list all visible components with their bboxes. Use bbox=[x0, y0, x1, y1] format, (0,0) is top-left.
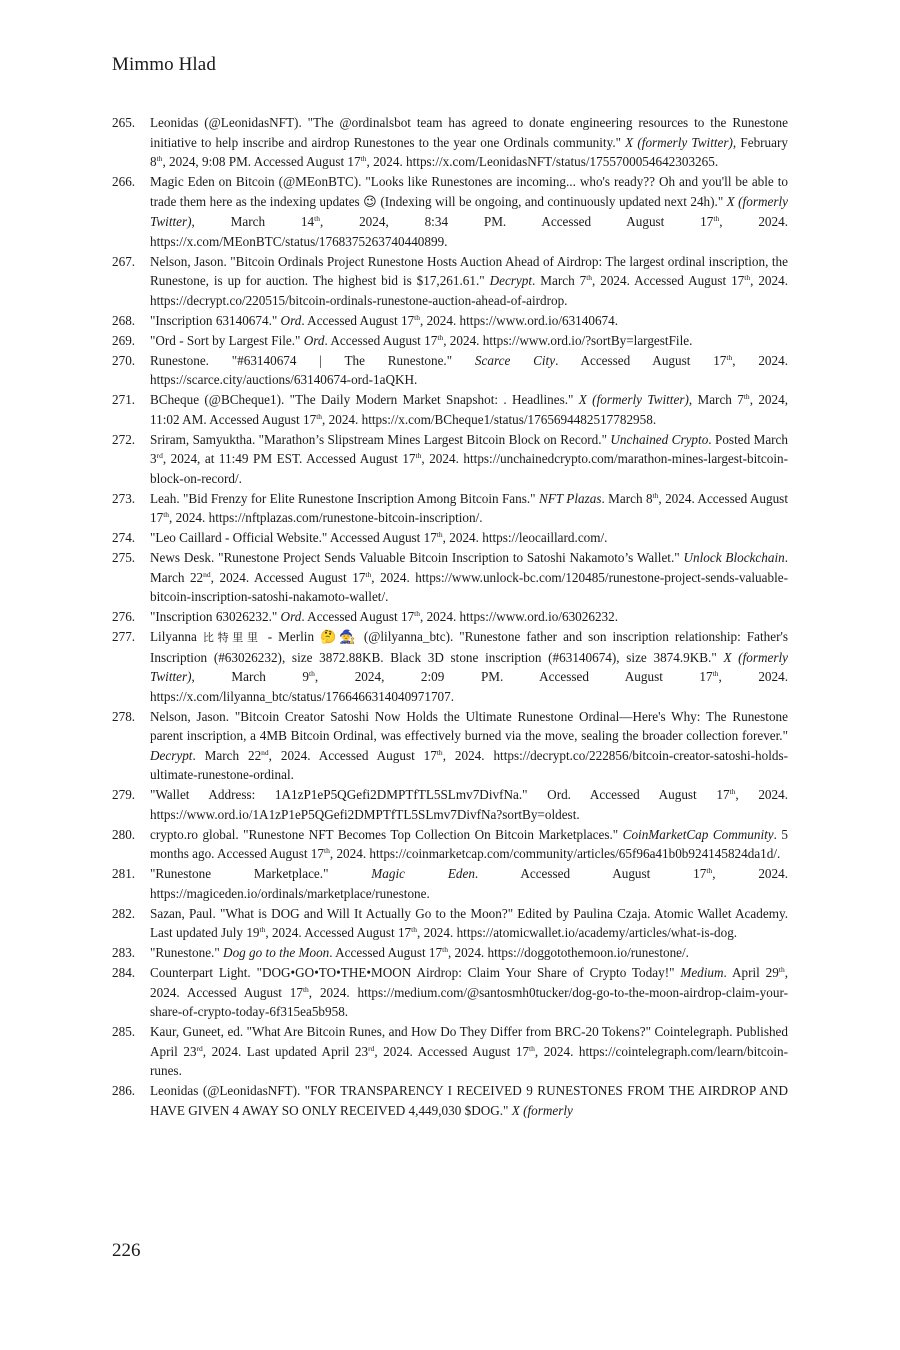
endnote-item bbox=[112, 351, 788, 390]
source-title: Scarce City bbox=[474, 352, 556, 368]
ordinal-suffix: th bbox=[712, 669, 719, 678]
endnote-text bbox=[150, 252, 788, 311]
ordinal-suffix: th bbox=[437, 332, 444, 342]
source-title: Unlock Blockchain bbox=[683, 550, 785, 565]
ordinal-suffix: nd bbox=[203, 569, 211, 579]
source-title: Ord bbox=[280, 312, 302, 328]
source-title: X (formerly Twitter) bbox=[150, 649, 788, 684]
ordinal-suffix: th bbox=[529, 1043, 535, 1053]
endnote-text bbox=[150, 351, 788, 390]
citation-text: Nelson, Jason. "Bitcoin Ordinals Project Runestone Hosts Auction Ahead of Airdrop: The largest ordinal inscription, the Runestone, is up for auction. The highest bid is $17,261.61." bbox=[150, 253, 788, 288]
endnote-item bbox=[112, 1022, 788, 1081]
citation-text: . Accessed August 17 bbox=[474, 866, 707, 881]
page-number: 226 bbox=[112, 1240, 141, 1261]
ordinal-suffix: rd bbox=[196, 1043, 203, 1053]
source-title: Dog go to the Moon bbox=[223, 945, 330, 960]
endnote-number: 268. bbox=[112, 312, 136, 328]
citation-text: "Runestone." bbox=[150, 945, 224, 960]
endnote-text bbox=[150, 904, 788, 943]
citation-text: , 2024. Accessed August 17 bbox=[592, 273, 745, 288]
citation-text: , 2024. https://scarce.city/auctions/63140674-ord-1aQKH. bbox=[150, 352, 788, 387]
citation-text: , 2024, 11:02 AM. Accessed August 17 bbox=[150, 392, 788, 427]
citation-text: , March 14 bbox=[191, 214, 315, 229]
citation-text: Runestone. "#63140674 | The Runestone." bbox=[150, 352, 475, 368]
citation-text: . March 22 bbox=[150, 550, 789, 585]
endnote-text bbox=[150, 825, 788, 864]
ordinal-suffix: th bbox=[414, 312, 420, 322]
citation-text: , 2024. Accessed August 17 bbox=[150, 490, 788, 525]
endnote-text bbox=[150, 311, 788, 331]
citation-text: , 2024. https://x.com/lilyanna_btc/status/1766466314040971707. bbox=[150, 669, 789, 704]
citation-text: , March 9 bbox=[191, 669, 309, 684]
citation-text: , 2024. Accessed August 17 bbox=[265, 925, 412, 940]
endnote-number: 281. bbox=[112, 866, 136, 881]
citation-text: . Posted March 3 bbox=[150, 431, 789, 466]
endnote-number: 283. bbox=[112, 945, 136, 960]
endnote-number: 286. bbox=[112, 1083, 136, 1098]
citation-text: , 2024. https://unchainedcrypto.com/marathon-mines-largest-bitcoin-block-on-record/. bbox=[150, 451, 788, 486]
citation-text: , 2024. https://www.ord.io/63026232. bbox=[419, 609, 619, 624]
citation-text: , 2024. https://www.ord.io/1A1zP1eP5QGefi2DMPTfTL5SLmv7DivfNa?sortBy=oldest. bbox=[150, 787, 789, 822]
endnote-number: 278. bbox=[112, 708, 136, 724]
citation-text: Leonidas (@LeonidasNFT). "FOR TRANSPARENCY I RECEIVED 9 RUNESTONES FROM THE AIRDROP AND HAVE GIVEN 4 AWAY SO ONLY RECEIVED 4,449,030 $DOG." bbox=[150, 1083, 788, 1118]
citation-text: . Accessed August 17 bbox=[324, 332, 438, 348]
ordinal-suffix: th bbox=[411, 925, 417, 934]
endnote-item bbox=[112, 252, 788, 311]
endnote-text bbox=[150, 607, 788, 627]
ordinal-suffix: th bbox=[314, 214, 320, 223]
ordinal-suffix: th bbox=[713, 214, 720, 223]
endnote-number: 276. bbox=[112, 609, 136, 624]
citation-text: , 2024. https://decrypt.co/220515/bitcoin-ordinals-runestone-auction-ahead-of-airdrop. bbox=[150, 273, 788, 308]
ordinal-suffix: th bbox=[360, 154, 367, 163]
citation-text: Counterpart Light. "DOG•GO•TO•THE•MOON Airdrop: Claim Your Share of Crypto Today!" bbox=[150, 965, 681, 980]
endnote-number: 279. bbox=[112, 787, 136, 802]
citation-text: . Accessed August 17 bbox=[555, 352, 727, 368]
endnote-number: 267. bbox=[112, 253, 136, 269]
ordinal-suffix: th bbox=[163, 510, 170, 519]
endnote-item bbox=[112, 825, 788, 864]
source-title: CoinMarketCap Community bbox=[622, 826, 774, 842]
source-title: Unchained Crypto bbox=[610, 431, 709, 447]
source-title: Magic Eden bbox=[371, 866, 475, 881]
ordinal-suffix: nd bbox=[261, 747, 269, 757]
ordinal-suffix: th bbox=[365, 569, 372, 579]
endnote-text bbox=[150, 785, 788, 824]
ordinal-suffix: th bbox=[436, 530, 443, 539]
citation-text: , 2024. https://leocaillard.com/. bbox=[442, 530, 608, 545]
endnote-text bbox=[150, 864, 788, 903]
citation-text: . 5 months ago. Accessed August 17 bbox=[150, 826, 788, 861]
citation-text: , 2024. https://www.ord.io/?sortBy=largestFile. bbox=[443, 332, 693, 348]
citation-text: BCheque (@BCheque1). "The Daily Modern Market Snapshot: . Headlines." bbox=[150, 392, 579, 407]
ordinal-suffix: rd bbox=[156, 451, 163, 460]
citation-text: , 2024. Last updated April 23 bbox=[202, 1043, 369, 1059]
citation-text: , 2024. Accessed August 17 bbox=[268, 747, 437, 763]
citation-text: . April 29 bbox=[723, 965, 779, 980]
citation-text: "Runestone Marketplace." bbox=[150, 866, 372, 881]
ordinal-suffix: th bbox=[743, 392, 750, 401]
merlin-emoji-icon: 🤔🧙 bbox=[320, 630, 358, 645]
citation-text: , 2024. https://atomicwallet.io/academy/articles/what-is-dog. bbox=[417, 925, 738, 940]
endnote-text bbox=[150, 548, 788, 607]
endnotes-list bbox=[112, 113, 788, 1121]
endnote-item bbox=[112, 785, 788, 824]
citation-text: "Inscription 63026232." bbox=[150, 609, 281, 624]
endnote-item bbox=[112, 627, 788, 706]
source-title: X (formerly Twitter) bbox=[625, 134, 733, 150]
ordinal-suffix: th bbox=[778, 965, 785, 974]
citation-text: , March 7 bbox=[688, 392, 744, 407]
citation-text: . March 7 bbox=[532, 273, 587, 288]
endnote-number: 266. bbox=[112, 174, 136, 189]
endnote-number: 270. bbox=[112, 352, 136, 368]
source-title: Decrypt bbox=[150, 747, 193, 763]
source-title: Ord bbox=[280, 609, 302, 624]
citation-text: , 2024. https://x.com/MEonBTC/status/1768375263740440899. bbox=[150, 214, 789, 249]
citation-text: , 2024. https://doggotothemoon.io/runestone/. bbox=[447, 945, 689, 960]
citation-text: , 2024, 8:34 PM. Accessed August 17 bbox=[319, 214, 714, 229]
citation-text: Sazan, Paul. "What is DOG and Will It Actually Go to the Moon?" Edited by Paulina Czaja. Atomic Wallet Academy. Last updated July 19 bbox=[150, 905, 788, 940]
citation-text: , February 8 bbox=[150, 134, 788, 169]
citation-text: . Accessed August 17 bbox=[301, 312, 415, 328]
citation-text: , 2024. https://magiceden.io/ordinals/marketplace/runestone. bbox=[150, 866, 788, 901]
citation-text: . Accessed August 17 bbox=[301, 609, 415, 624]
citation-text: News Desk. "Runestone Project Sends Valuable Bitcoin Inscription to Satoshi Nakamoto’s Wallet." bbox=[150, 550, 684, 565]
endnote-item bbox=[112, 1081, 788, 1120]
endnote-text bbox=[150, 113, 788, 172]
source-title: X (formerly bbox=[511, 1102, 573, 1118]
endnote-item bbox=[112, 707, 788, 785]
endnote-text bbox=[150, 172, 788, 251]
endnote-item bbox=[112, 311, 788, 331]
endnote-item bbox=[112, 331, 788, 351]
endnote-item bbox=[112, 904, 788, 943]
citation-text: "Inscription 63140674." bbox=[150, 312, 281, 328]
cjk-name: 比特里里 bbox=[202, 631, 262, 644]
citation-text: Lilyanna bbox=[150, 629, 203, 644]
endnote-item bbox=[112, 607, 788, 627]
citation-text: Sriram, Samyuktha. "Marathon’s Slipstream Mines Largest Bitcoin Block on Record." bbox=[150, 431, 611, 447]
source-title: NFT Plazas bbox=[538, 490, 602, 506]
source-title: X (formerly Twitter) bbox=[578, 392, 689, 407]
citation-text: (Indexing will be ongoing, and continuously updated next 24h)." bbox=[376, 193, 727, 209]
source-title: Decrypt bbox=[489, 273, 533, 288]
endnote-item bbox=[112, 528, 788, 548]
source-title: Medium bbox=[680, 965, 724, 980]
citation-text: - Merlin bbox=[261, 629, 321, 644]
endnote-item bbox=[112, 963, 788, 1022]
citation-text: , 2024. https://medium.com/@santosmh0tucker/dog-go-to-the-moon-airdrop-claim-your-share-of-crypto-today-6f315ea5b958. bbox=[150, 984, 788, 1019]
citation-text: , 2024. https://x.com/BCheque1/status/1765694482517782958. bbox=[322, 411, 657, 427]
citation-text: , 2024. https://coinmarketcap.com/community/articles/65f96a41b0b924145824da1d/. bbox=[329, 846, 781, 861]
citation-text: , 2024. https://decrypt.co/222856/bitcoin-creator-satoshi-holds-ultimate-runestone-ordinal. bbox=[150, 747, 788, 782]
ordinal-suffix: th bbox=[156, 154, 163, 163]
endnote-number: 275. bbox=[112, 550, 136, 565]
citation-text: Nelson, Jason. "Bitcoin Creator Satoshi Now Holds the Ultimate Runestone Ordinal—Here's Why: The Runestone parent inscription, a 4MB Bitcoin Ordinal, was effectively burned via the move, sealing the broader collection forever." bbox=[150, 708, 788, 743]
citation-text: crypto.ro global. "Runestone NFT Becomes Top Collection On Bitcoin Marketplaces." bbox=[150, 826, 623, 842]
citation-text: , 2024. Accessed August 17 bbox=[150, 965, 788, 1000]
running-header-author: Mimmo Hlad bbox=[112, 54, 216, 75]
ordinal-suffix: th bbox=[706, 866, 713, 875]
endnote-text bbox=[150, 1022, 788, 1081]
endnote-text bbox=[150, 943, 788, 963]
endnote-item bbox=[112, 172, 788, 251]
citation-text: Leah. "Bid Frenzy for Elite Runestone Inscription Among Bitcoin Fans." bbox=[150, 490, 539, 506]
citation-text: , 2024. https://x.com/LeonidasNFT/status/1755700054642303265. bbox=[366, 154, 719, 169]
ordinal-suffix: th bbox=[259, 925, 266, 934]
ordinal-suffix: th bbox=[308, 669, 315, 678]
ordinal-suffix: th bbox=[316, 411, 323, 421]
endnote-number: 285. bbox=[112, 1024, 136, 1039]
citation-text: . Accessed August 17 bbox=[329, 945, 443, 960]
ordinal-suffix: th bbox=[744, 273, 751, 282]
endnote-text bbox=[150, 390, 788, 429]
endnote-item bbox=[112, 864, 788, 903]
endnote-number: 269. bbox=[112, 332, 136, 348]
citation-text: , 2024. https://nftplazas.com/runestone-bitcoin-inscription/. bbox=[169, 510, 483, 525]
endnote-text bbox=[150, 430, 788, 489]
ordinal-suffix: th bbox=[436, 747, 443, 757]
citation-text: "Wallet Address: 1A1zP1eP5QGefi2DMPTfTL5SLmv7DivfNa." Ord. Accessed August 17 bbox=[150, 787, 730, 802]
endnote-item bbox=[112, 548, 788, 607]
ordinal-suffix: th bbox=[415, 451, 422, 460]
ordinal-suffix: th bbox=[324, 846, 330, 855]
endnote-number: 265. bbox=[112, 115, 136, 130]
endnote-text bbox=[150, 963, 788, 1022]
endnote-item bbox=[112, 430, 788, 489]
endnote-number: 277. bbox=[112, 629, 136, 644]
citation-text: , 2024. Accessed August 17 bbox=[374, 1043, 530, 1059]
endnote-number: 282. bbox=[112, 905, 136, 921]
endnote-number: 273. bbox=[112, 490, 136, 506]
source-title: Ord bbox=[303, 332, 325, 348]
ordinal-suffix: th bbox=[729, 787, 736, 796]
citation-text: . March 8 bbox=[601, 490, 653, 506]
citation-text: , 2024, at 11:49 PM EST. Accessed August 17 bbox=[162, 451, 416, 466]
endnote-item bbox=[112, 943, 788, 963]
ordinal-suffix: rd bbox=[368, 1043, 375, 1053]
citation-text: "Ord - Sort by Largest File." bbox=[150, 332, 304, 348]
citation-text: Leonidas (@LeonidasNFT). "The @ordinalsbot team has agreed to donate engineering resources to the Runestone initiative to help inscribe and airdrop Runestones to the year one Ordinals community." bbox=[150, 115, 788, 150]
citation-text: . March 22 bbox=[192, 747, 262, 763]
endnote-text bbox=[150, 707, 788, 785]
endnote-number: 284. bbox=[112, 965, 136, 980]
citation-text: , 2024. https://cointelegraph.com/learn/bitcoin-runes. bbox=[150, 1043, 788, 1078]
citation-text: , 2024. https://www.ord.io/63140674. bbox=[419, 312, 619, 328]
endnote-text bbox=[150, 1081, 788, 1120]
endnote-number: 274. bbox=[112, 530, 136, 545]
ordinal-suffix: th bbox=[414, 609, 420, 618]
ordinal-suffix: th bbox=[442, 945, 448, 954]
endnote-text bbox=[150, 627, 788, 706]
citation-text: (@lilyanna_btc). "Runestone father and son inscription relationship: Father's Inscription (#63026232), size 3872.88KB. Black 3D stone inscription (#63140674), size 3874.9KB." bbox=[150, 629, 789, 665]
citation-text: Magic Eden on Bitcoin (@MEonBTC). "Looks like Runestones are incoming... who's ready?? Oh and you'll be able to trade them here as the indexing updates bbox=[150, 174, 788, 209]
endnote-text bbox=[150, 489, 788, 528]
endnote-number: 272. bbox=[112, 431, 136, 447]
citation-text: "Leo Caillard - Official Website." Accessed August 17 bbox=[150, 530, 437, 545]
ordinal-suffix: th bbox=[586, 273, 593, 282]
endnote-text bbox=[150, 331, 788, 351]
endnote-item bbox=[112, 390, 788, 429]
ordinal-suffix: th bbox=[652, 490, 659, 500]
ordinal-suffix: th bbox=[302, 984, 309, 994]
source-title: X (formerly Twitter) bbox=[150, 193, 788, 229]
endnote-number: 280. bbox=[112, 826, 136, 842]
citation-text: Kaur, Guneet, ed. "What Are Bitcoin Runes, and How Do They Differ from BRC-20 Tokens?" Cointelegraph. Published April 23 bbox=[150, 1024, 788, 1059]
citation-text: , 2024, 2:09 PM. Accessed August 17 bbox=[314, 669, 713, 684]
endnote-text bbox=[150, 528, 788, 548]
citation-text: , 2024. https://www.unlock-bc.com/120485/runestone-project-sends-valuable-bitcoin-inscription-satoshi-nakamoto-wallet/. bbox=[150, 569, 788, 604]
endnote-item bbox=[112, 113, 788, 172]
ordinal-suffix: th bbox=[726, 352, 733, 362]
citation-text: , 2024. Accessed August 17 bbox=[210, 569, 366, 585]
citation-text: , 2024, 9:08 PM. Accessed August 17 bbox=[162, 154, 361, 169]
endnote-number: 271. bbox=[112, 392, 136, 407]
endnote-item bbox=[112, 489, 788, 528]
winking-face-icon: 😉 bbox=[363, 194, 377, 210]
